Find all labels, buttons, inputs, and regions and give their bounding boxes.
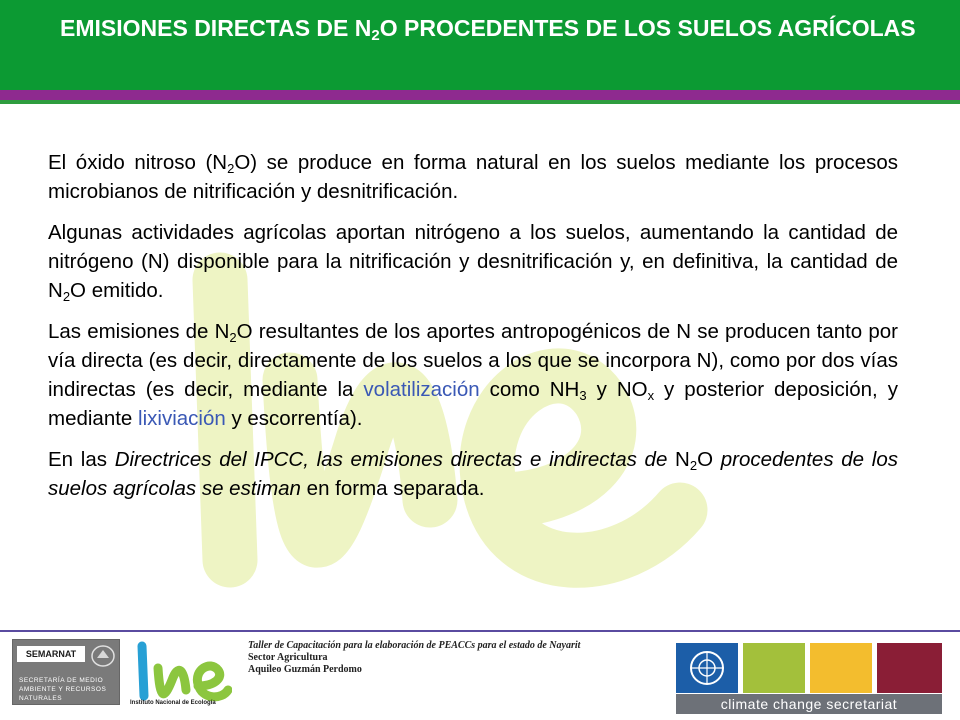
lixiviacion-link[interactable]: lixiviación xyxy=(138,407,226,430)
footer-divider xyxy=(0,630,960,632)
title-text-b: O PROCEDENTES DE LOS SUELOS AGRÍCOLAS xyxy=(379,15,916,41)
mexico-eagle-icon xyxy=(89,642,117,668)
footer-credits xyxy=(248,640,678,676)
unfccc-yellow-block xyxy=(810,643,872,693)
unfccc-logo xyxy=(676,643,942,715)
credits-sector: Sector Agricultura xyxy=(248,652,328,663)
semarnat-wordmark: SEMARNAT xyxy=(17,646,85,662)
slide-title xyxy=(60,14,920,43)
credits-author: Aquileo Guzmán Perdomo xyxy=(248,664,362,675)
ine-label: Instituto Nacional de Ecología xyxy=(130,700,216,706)
unfccc-label: climate change secretariat xyxy=(676,694,942,714)
title-bar xyxy=(0,0,960,90)
semarnat-subtitle: SECRETARÍA DE MEDIO AMBIENTE Y RECURSOS NATURALES xyxy=(19,677,107,702)
unfccc-lime-block xyxy=(743,643,805,693)
volatilizacion-link[interactable]: volatilización xyxy=(363,378,480,401)
unfccc-maroon-block xyxy=(877,643,942,693)
credits-workshop: Taller de Capacitación para la elaboración de PEACCs para el estado de Nayarit xyxy=(248,640,581,651)
title-text-a: EMISIONES DIRECTAS DE N xyxy=(60,15,372,41)
slide-body xyxy=(48,148,898,515)
un-emblem-icon xyxy=(676,643,738,693)
semarnat-logo xyxy=(12,639,120,705)
paragraph-3: Las emisiones de $N_2O$ resultantes de los aportes antropogénicos de N se producen tanto por vía directa (es decir, directamente de los suelos a los que se incorpora N), como por dos vías indirectas (es decir, mediante la volatilización como $NH_3$ y $NO_x$ y posterior deposición, y mediante lixiviación y escorrentía). xyxy=(48,320,898,430)
unfccc-blue-block xyxy=(676,643,738,693)
paragraph-2: Algunas actividades agrícolas aportan nitrógeno a los suelos, aumentando la cantidad de nitrógeno (N) disponible para la nitrificación y desnitrificación y, en definitiva, la cantidad de $N_2O$ emitido. xyxy=(48,221,898,304)
title-subscript: 2 xyxy=(371,27,380,44)
header-green-stripe xyxy=(0,100,960,104)
paragraph-4: En las Directrices del IPCC, las emisiones directas e indirectas de $N_2O$ procedentes de los suelos agrícolas se estiman en forma separada. xyxy=(48,448,898,500)
paragraph-1: El óxido nitroso $(N_2O)$ se produce en forma natural en los suelos mediante los procesos microbianos de nitrificación y desnitrificación. xyxy=(48,151,898,203)
header-purple-stripe xyxy=(0,90,960,100)
